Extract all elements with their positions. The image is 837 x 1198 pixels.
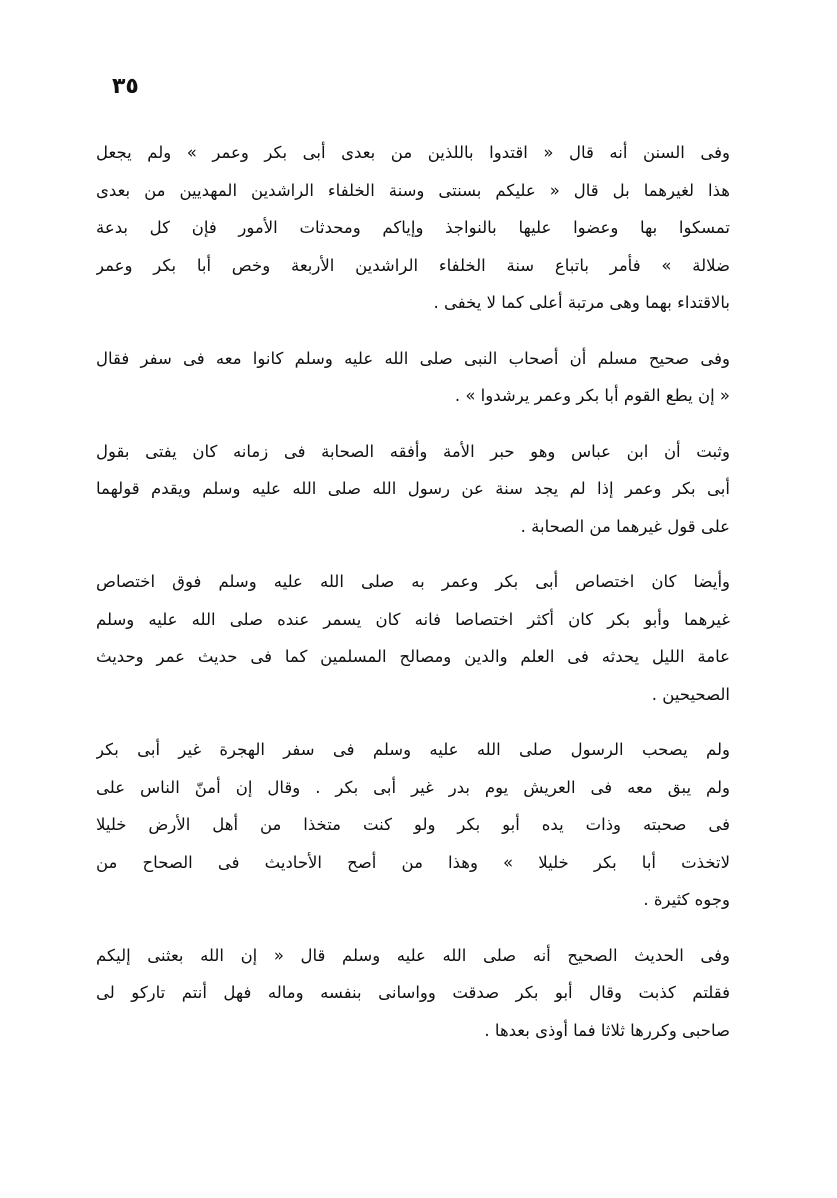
- text-line: لاتخذت أبا بكر خليلا » وهذا من أصح الأحاديث فى الصحاح من: [96, 852, 730, 872]
- paragraph-gap: [96, 545, 730, 563]
- text-line: وفى صحيح مسلم أن أصحاب النبى صلى الله عليه وسلم كانوا معه فى سفر فقال: [96, 348, 730, 368]
- text-line: عامة الليل يحدثه فى العلم والدين ومصالح المسلمين كما فى حديث عمر وحديث: [96, 647, 730, 666]
- text-line: وفى السنن أنه قال « اقتدوا باللذين من بعدى أبى بكر وعمر » ولم يجعل: [96, 143, 730, 162]
- page-number: ٣٥: [112, 74, 139, 99]
- text-line: هذا لغيرهما بل قال « عليكم بسنتى وسنة الخلفاء الراشدين المهديين من بعدى: [96, 180, 730, 200]
- text-line: ولم يبق معه فى العريش يوم بدر غير أبى بكر . وقال إن أمنّ الناس على: [96, 777, 730, 797]
- paragraph-gap: [96, 919, 730, 937]
- text-line: وثبت أن ابن عباس وهو حبر الأمة وأفقه الصحابة فى زمانه كان يفتى بقول: [96, 441, 730, 461]
- text-line: فقلتم كذبت وقال أبو بكر صدقت وواسانى بنفسه وماله فهل أنتم تاركو لى: [96, 983, 730, 1002]
- text-line: أبى بكر وعمر إذا لم يجد سنة عن رسول الله صلى الله عليه وسلم ويقدم قولهما: [96, 479, 730, 498]
- paragraph-4: [96, 563, 730, 713]
- text-line: وفى الحديث الصحيح أنه صلى الله عليه وسلم قال « إن الله بعثنى إليكم: [96, 945, 730, 965]
- text-line: وجوه كثيرة .: [643, 890, 730, 909]
- text-line: غيرهما وأبو بكر كان أكثر اختصاصا فانه كان يسمر عنده صلى الله عليه وسلم: [96, 609, 730, 629]
- paragraph-gap: [96, 415, 730, 433]
- text-line: « إن يطع القوم أبا بكر وعمر يرشدوا » .: [454, 386, 730, 405]
- paragraph-gap: [96, 322, 730, 340]
- text-line: صاحبى وكررها ثلاثا فما أوذى بعدها .: [484, 1020, 730, 1040]
- text-line: على قول غيرهما من الصحابة .: [520, 516, 730, 536]
- paragraph-6: [96, 937, 730, 1050]
- text-line: ولم يصحب الرسول صلى الله عليه وسلم فى سفر الهجرة غير أبى بكر: [96, 740, 730, 759]
- paragraph-gap: [96, 713, 730, 731]
- text-line: الصحيحين .: [651, 684, 730, 704]
- text-line: بالاقتداء بهما وهى مرتبة أعلى كما لا يخفى .: [433, 293, 730, 312]
- paragraph-2: [96, 340, 730, 415]
- paragraph-1: [96, 134, 730, 322]
- paragraph-3: [96, 433, 730, 546]
- body-text: [96, 134, 730, 1049]
- text-line: وأيضا كان اختصاص أبى بكر وعمر به صلى الله عليه وسلم فوق اختصاص: [96, 572, 730, 591]
- text-line: فى صحبته وذات يده أبو بكر ولو كنت متخذا من أهل الأرض خليلا: [96, 815, 730, 834]
- text-line: ضلالة » فأمر باتباع سنة الخلفاء الراشدين الأربعة وخص أبا بكر وعمر: [96, 255, 730, 275]
- text-line: تمسكوا بها وعضوا عليها بالنواجذ وإياكم ومحدثات الأمور فإن كل بدعة: [96, 218, 730, 237]
- paragraph-5: [96, 731, 730, 919]
